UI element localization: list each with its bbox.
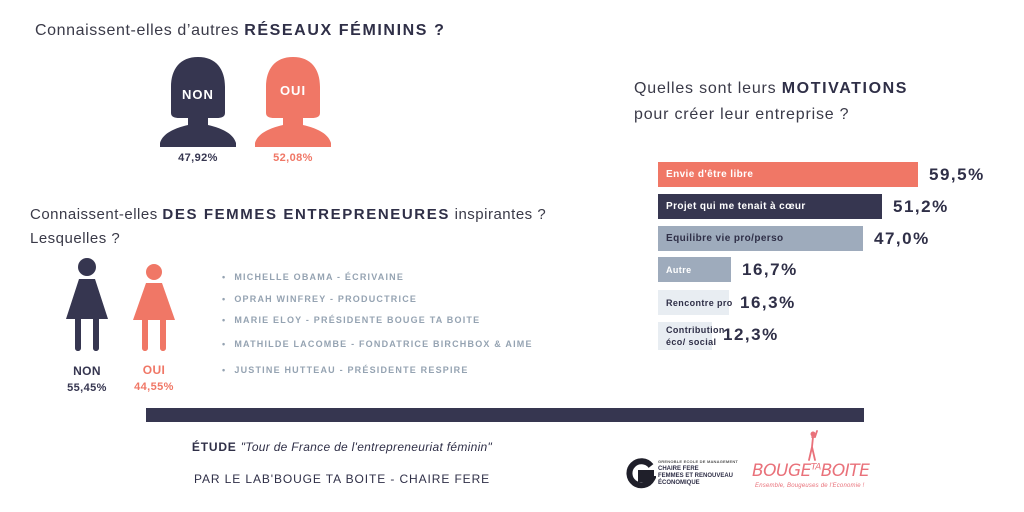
btb-logo: $BOUGE^{TA}BOITE$ — [752, 461, 870, 481]
gem-logo-text: GRENOBLE ECOLE DE MANAGEMENT CHAIRE FERE FEMMES ET RENOUVEAU ÉCONOMIQUE — [658, 459, 739, 486]
bar — [658, 257, 731, 282]
bar-category-label: Projet qui me tenait à cœur — [666, 200, 806, 212]
entrepreneures-non-pct: 55,45% — [67, 382, 107, 394]
list-item: • OPRAH WINFREY - PRODUCTRICE — [222, 294, 417, 304]
bar-category-label: Equilibre vie pro/perso — [666, 232, 784, 244]
bar-value-label: 16,7% — [742, 260, 798, 279]
list-item: • JUSTINE HUTTEAU - PRÉSIDENTE RESPIRE — [222, 365, 469, 375]
reseaux-non-pct: 47,92% — [178, 152, 218, 164]
list-item: • MICHELLE OBAMA - ÉCRIVAINE — [222, 272, 404, 282]
woman-bust-oui-icon — [250, 55, 336, 147]
bar — [658, 226, 863, 251]
entrepreneures-oui-label: OUI — [142, 363, 166, 377]
motivations-question: Quelles sont leurs MOTIVATIONS pour créer leur entreprise ? — [634, 76, 908, 128]
motivations-question-bold: MOTIVATIONS — [781, 80, 909, 97]
bar — [658, 194, 882, 219]
reseaux-non-label: NON — [182, 87, 214, 102]
list-item: • MARIE ELOY - PRÉSIDENTE BOUGE TA BOITE — [222, 315, 480, 325]
bar-value-label: 16,3% — [740, 293, 796, 312]
bar-value-label: 47,0% — [874, 229, 930, 248]
entrepreneures-oui-pct: 44,55% — [134, 381, 174, 393]
list-item: • MATHILDE LACOMBE - FONDATRICE BIRCHBOX & AIME — [222, 339, 533, 349]
reseaux-oui-pct: 52,08% — [273, 152, 313, 164]
bar-value-label: 51,2% — [893, 197, 949, 216]
study-title: ÉTUDE "Tour de France de l'entrepreneuriat féminin" — [191, 440, 493, 454]
bar — [658, 162, 918, 187]
entrepreneures-question-line2: Lesquelles ? — [30, 230, 121, 247]
bar-category-label: Rencontre pro — [666, 297, 733, 308]
gem-logo-icon — [624, 457, 656, 491]
btb-tagline: Ensemble, Bougeuses de l'Economie ! — [755, 483, 865, 489]
entrepreneures-non-label: NON — [73, 364, 101, 378]
study-byline: PAR LE LAB'BOUGE TA BOITE - CHAIRE FERE — [193, 472, 491, 486]
entrepreneures-question-bold: DES FEMMES ENTREPRENEURES — [162, 206, 450, 223]
footer-divider — [146, 408, 864, 422]
bar-category-label: Autre — [666, 264, 692, 275]
btb-figure-icon — [804, 430, 820, 462]
reseaux-oui-label: OUI — [279, 83, 307, 98]
reseaux-question-bold: RÉSEAUX FÉMININS ? — [244, 22, 446, 39]
bar — [658, 322, 725, 350]
reseaux-question: Connaissent-elles d’autres RÉSEAUX FÉMININS ? — [35, 22, 446, 39]
bar-category-label: Contribution éco/ social — [666, 325, 725, 347]
entrepreneures-question: Connaissent-elles DES FEMMES ENTREPRENEURES inspirantes ? Lesquelles ? — [30, 203, 546, 251]
bar-category-label: Envie d'être libre — [666, 168, 754, 180]
woman-figure-non-icon — [64, 256, 110, 354]
bar — [658, 290, 733, 315]
bar-value-label: 12,3% — [723, 325, 779, 344]
woman-figure-oui-icon — [131, 262, 177, 354]
motivations-question-line2: pour créer leur entreprise ? — [634, 106, 850, 123]
bar-value-label: 59,5% — [929, 165, 985, 184]
